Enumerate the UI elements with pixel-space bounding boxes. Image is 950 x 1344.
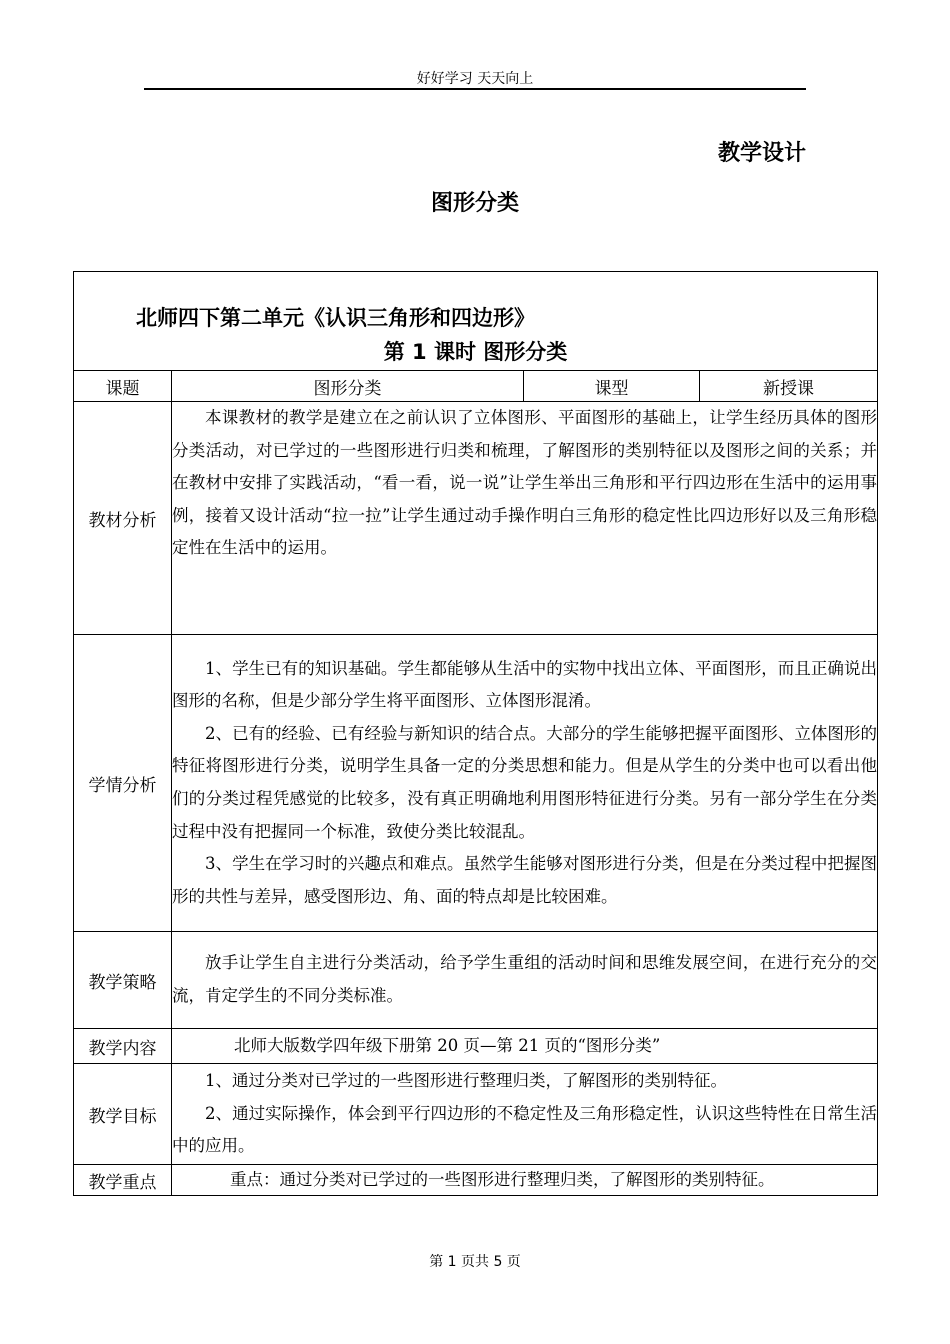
paragraph: 放手让学生自主进行分类活动，给予学生重组的活动时间和思维发展空间，在进行充分的交流，肯定学生的不同分类标准。 — [172, 953, 877, 1005]
topic-value: 图形分类 — [172, 371, 524, 402]
table-title-cell — [74, 272, 878, 371]
table-title-row — [74, 272, 878, 371]
objectives-text — [172, 1064, 878, 1165]
paragraph: 2、已有的经验、已有经验与新知识的结合点。大部分的学生能够把握平面图形、立体图形的特征将图形进行分类，说明学生具备一定的分类思想和能力。但是从学生的分类中也可以看出他们的分类过程凭感觉的比较多，没有真正明确地利用图形特征进行分类。另有一部分学生在分类过程中没有把握同一个标准，致使分类比较混乱。 — [172, 723, 877, 841]
paragraph: 2、通过实际操作，体会到平行四边形的不稳定性及三角形稳定性，认识这些特性在日常生活中的应用。 — [172, 1103, 877, 1156]
page-header: 好好学习 天天向上 — [416, 71, 534, 87]
content-text: 北师大版数学四年级下册第 20 页—第 21 页的“图形分类” — [172, 1029, 878, 1064]
key-points-text: 重点：通过分类对已学过的一些图形进行整理归类，了解图形的类别特征。 — [172, 1165, 878, 1196]
unit-title: 北师四下第二单元《认识三角形和四边形》 — [136, 306, 535, 330]
document-title: 教学设计 — [717, 141, 806, 166]
textbook-analysis-text — [172, 402, 878, 635]
textbook-analysis-row — [74, 402, 878, 635]
lesson-plan-table — [73, 271, 878, 1196]
key-points-row — [74, 1165, 878, 1196]
paragraph: 本课教材的教学是建立在之前认识了立体图形、平面图形的基础上，让学生经历具体的图形分类活动，对已学过的一些图形进行归类和梳理，了解图形的类别特征以及图形之间的关系；并在教材中安排了实践活动，“看一看，说一说”让学生举出三角形和平行四边形在生活中的运用事例，接着又设计活动“拉一拉”让学生通过动手操作明白三角形的稳定性比四边形好以及三角形稳定性在生活中的运用。 — [172, 408, 877, 558]
paragraph: 1、学生已有的知识基础。学生都能够从生活中的实物中找出立体、平面图形，而且正确说出图形的名称，但是少部分学生将平面图形、立体图形混淆。 — [172, 658, 877, 711]
key-points-label: 教学重点 — [74, 1165, 172, 1196]
strategy-text — [172, 932, 878, 1029]
page-footer: 第 1 页共 5 页 — [429, 1254, 521, 1270]
strategy-row — [74, 932, 878, 1029]
student-analysis-row — [74, 635, 878, 932]
paragraph: 1、通过分类对已学过的一些图形进行整理归类，了解图形的类别特征。 — [205, 1071, 727, 1091]
topic-label: 课题 — [74, 371, 172, 402]
student-analysis-label: 学情分析 — [74, 635, 172, 932]
objectives-row — [74, 1064, 878, 1165]
header-rule — [144, 88, 806, 90]
content-row — [74, 1029, 878, 1064]
lesson-type-label: 课型 — [524, 371, 700, 402]
textbook-analysis-label: 教材分析 — [74, 402, 172, 635]
lesson-type-value: 新授课 — [700, 371, 878, 402]
lesson-title: 第 1 课时 图形分类 — [383, 340, 568, 364]
content-label: 教学内容 — [74, 1029, 172, 1064]
strategy-label: 教学策略 — [74, 932, 172, 1029]
topic-row — [74, 371, 878, 402]
document-subtitle: 图形分类 — [430, 191, 519, 216]
student-analysis-text — [172, 635, 878, 932]
paragraph: 3、学生在学习时的兴趣点和难点。虽然学生能够对图形进行分类，但是在分类过程中把握图形的共性与差异，感受图形边、角、面的特点却是比较困难。 — [172, 854, 877, 906]
objectives-label: 教学目标 — [74, 1064, 172, 1165]
